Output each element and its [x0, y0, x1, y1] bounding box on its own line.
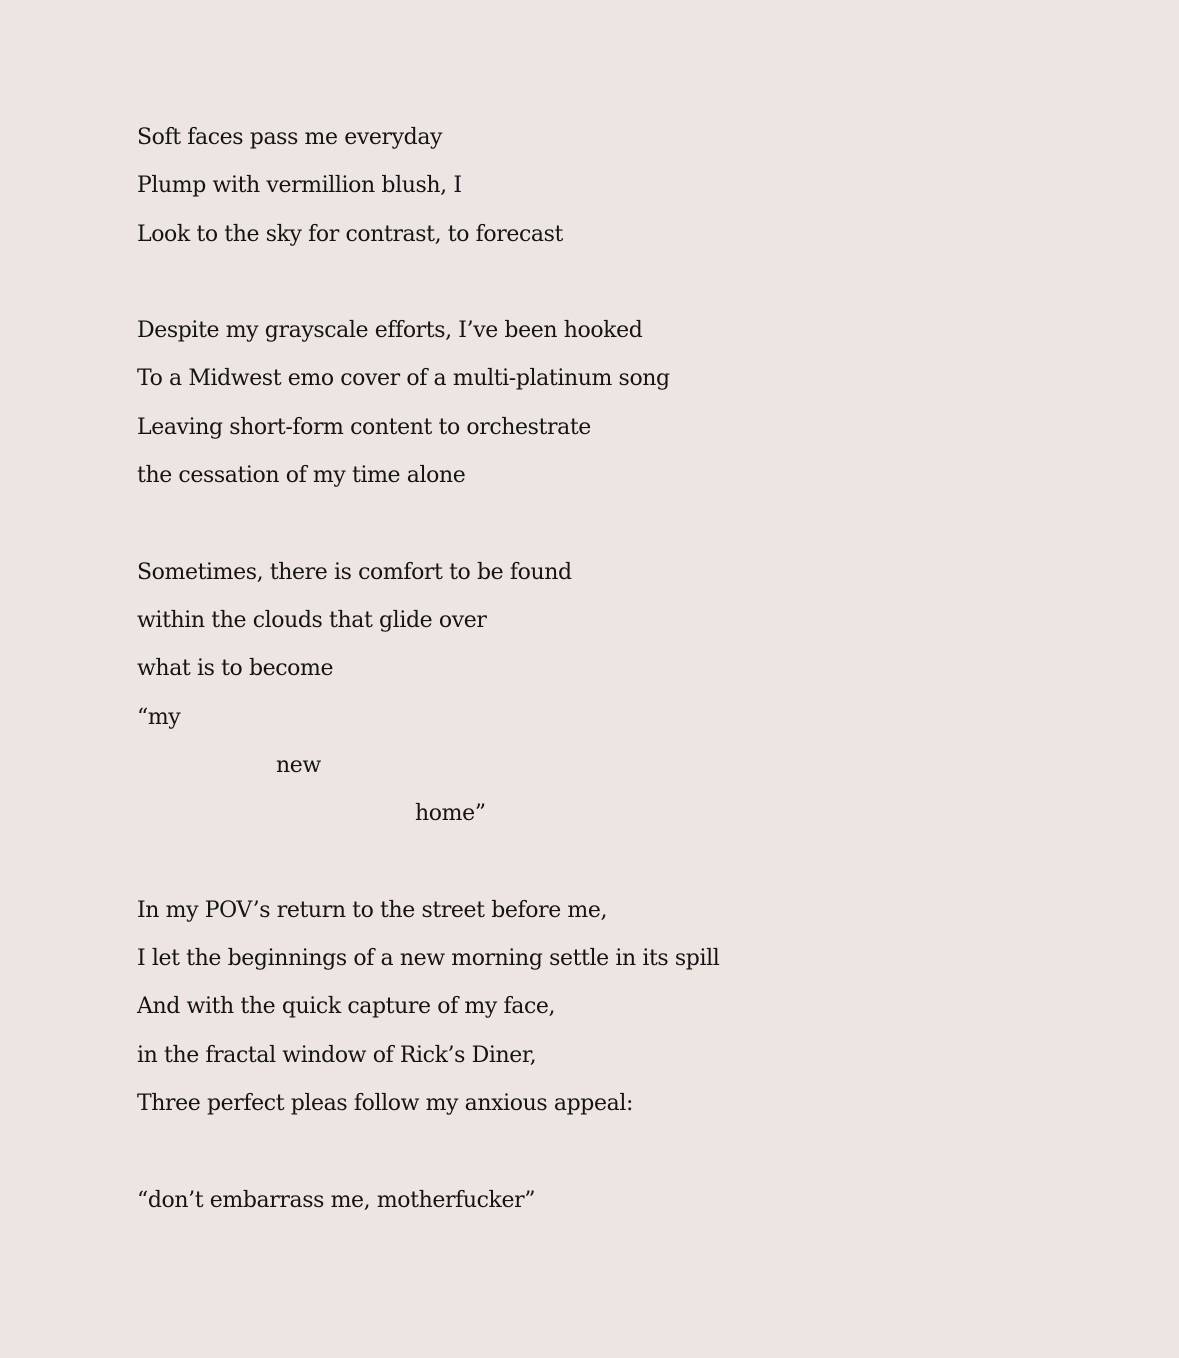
- poem-line: Three perfect pleas follow my anxious appeal:: [137, 1090, 633, 1116]
- poem-line: Despite my grayscale efforts, I’ve been hooked: [137, 318, 643, 344]
- poem-line-indented: home”: [415, 801, 486, 827]
- poem-line: In my POV’s return to the street before me,: [137, 897, 608, 923]
- poem-line: Plump with vermillion blush, I: [137, 173, 462, 199]
- poem-line: Sometimes, there is comfort to be found: [137, 559, 572, 585]
- poem-line: I let the beginnings of a new morning settle in its spill: [137, 946, 720, 972]
- poem-line: within the clouds that glide over: [137, 607, 487, 633]
- poem-line: what is to become: [137, 656, 334, 682]
- stanza-break: [137, 847, 1117, 895]
- poem-line: “don’t embarrass me, motherfucker”: [137, 1187, 536, 1213]
- poem-line-indented: new: [276, 752, 321, 778]
- poem-line: the cessation of my time alone: [137, 463, 466, 489]
- poem-body: [137, 123, 1117, 1234]
- poem-line: Soft faces pass me everyday: [137, 125, 443, 150]
- poem-line: To a Midwest emo cover of a multi-platinum song: [137, 366, 670, 392]
- poem-line: Look to the sky for contrast, to forecast: [137, 221, 563, 247]
- poem-line: “my: [137, 704, 181, 730]
- stanza-break: [137, 268, 1117, 316]
- poem-line: in the fractal window of Rick’s Diner,: [137, 1042, 537, 1068]
- stanza-break: [137, 509, 1117, 557]
- poem-line: And with the quick capture of my face,: [137, 994, 556, 1020]
- stanza-break: [137, 1137, 1117, 1185]
- poem-line: Leaving short-form content to orchestrate: [137, 414, 591, 440]
